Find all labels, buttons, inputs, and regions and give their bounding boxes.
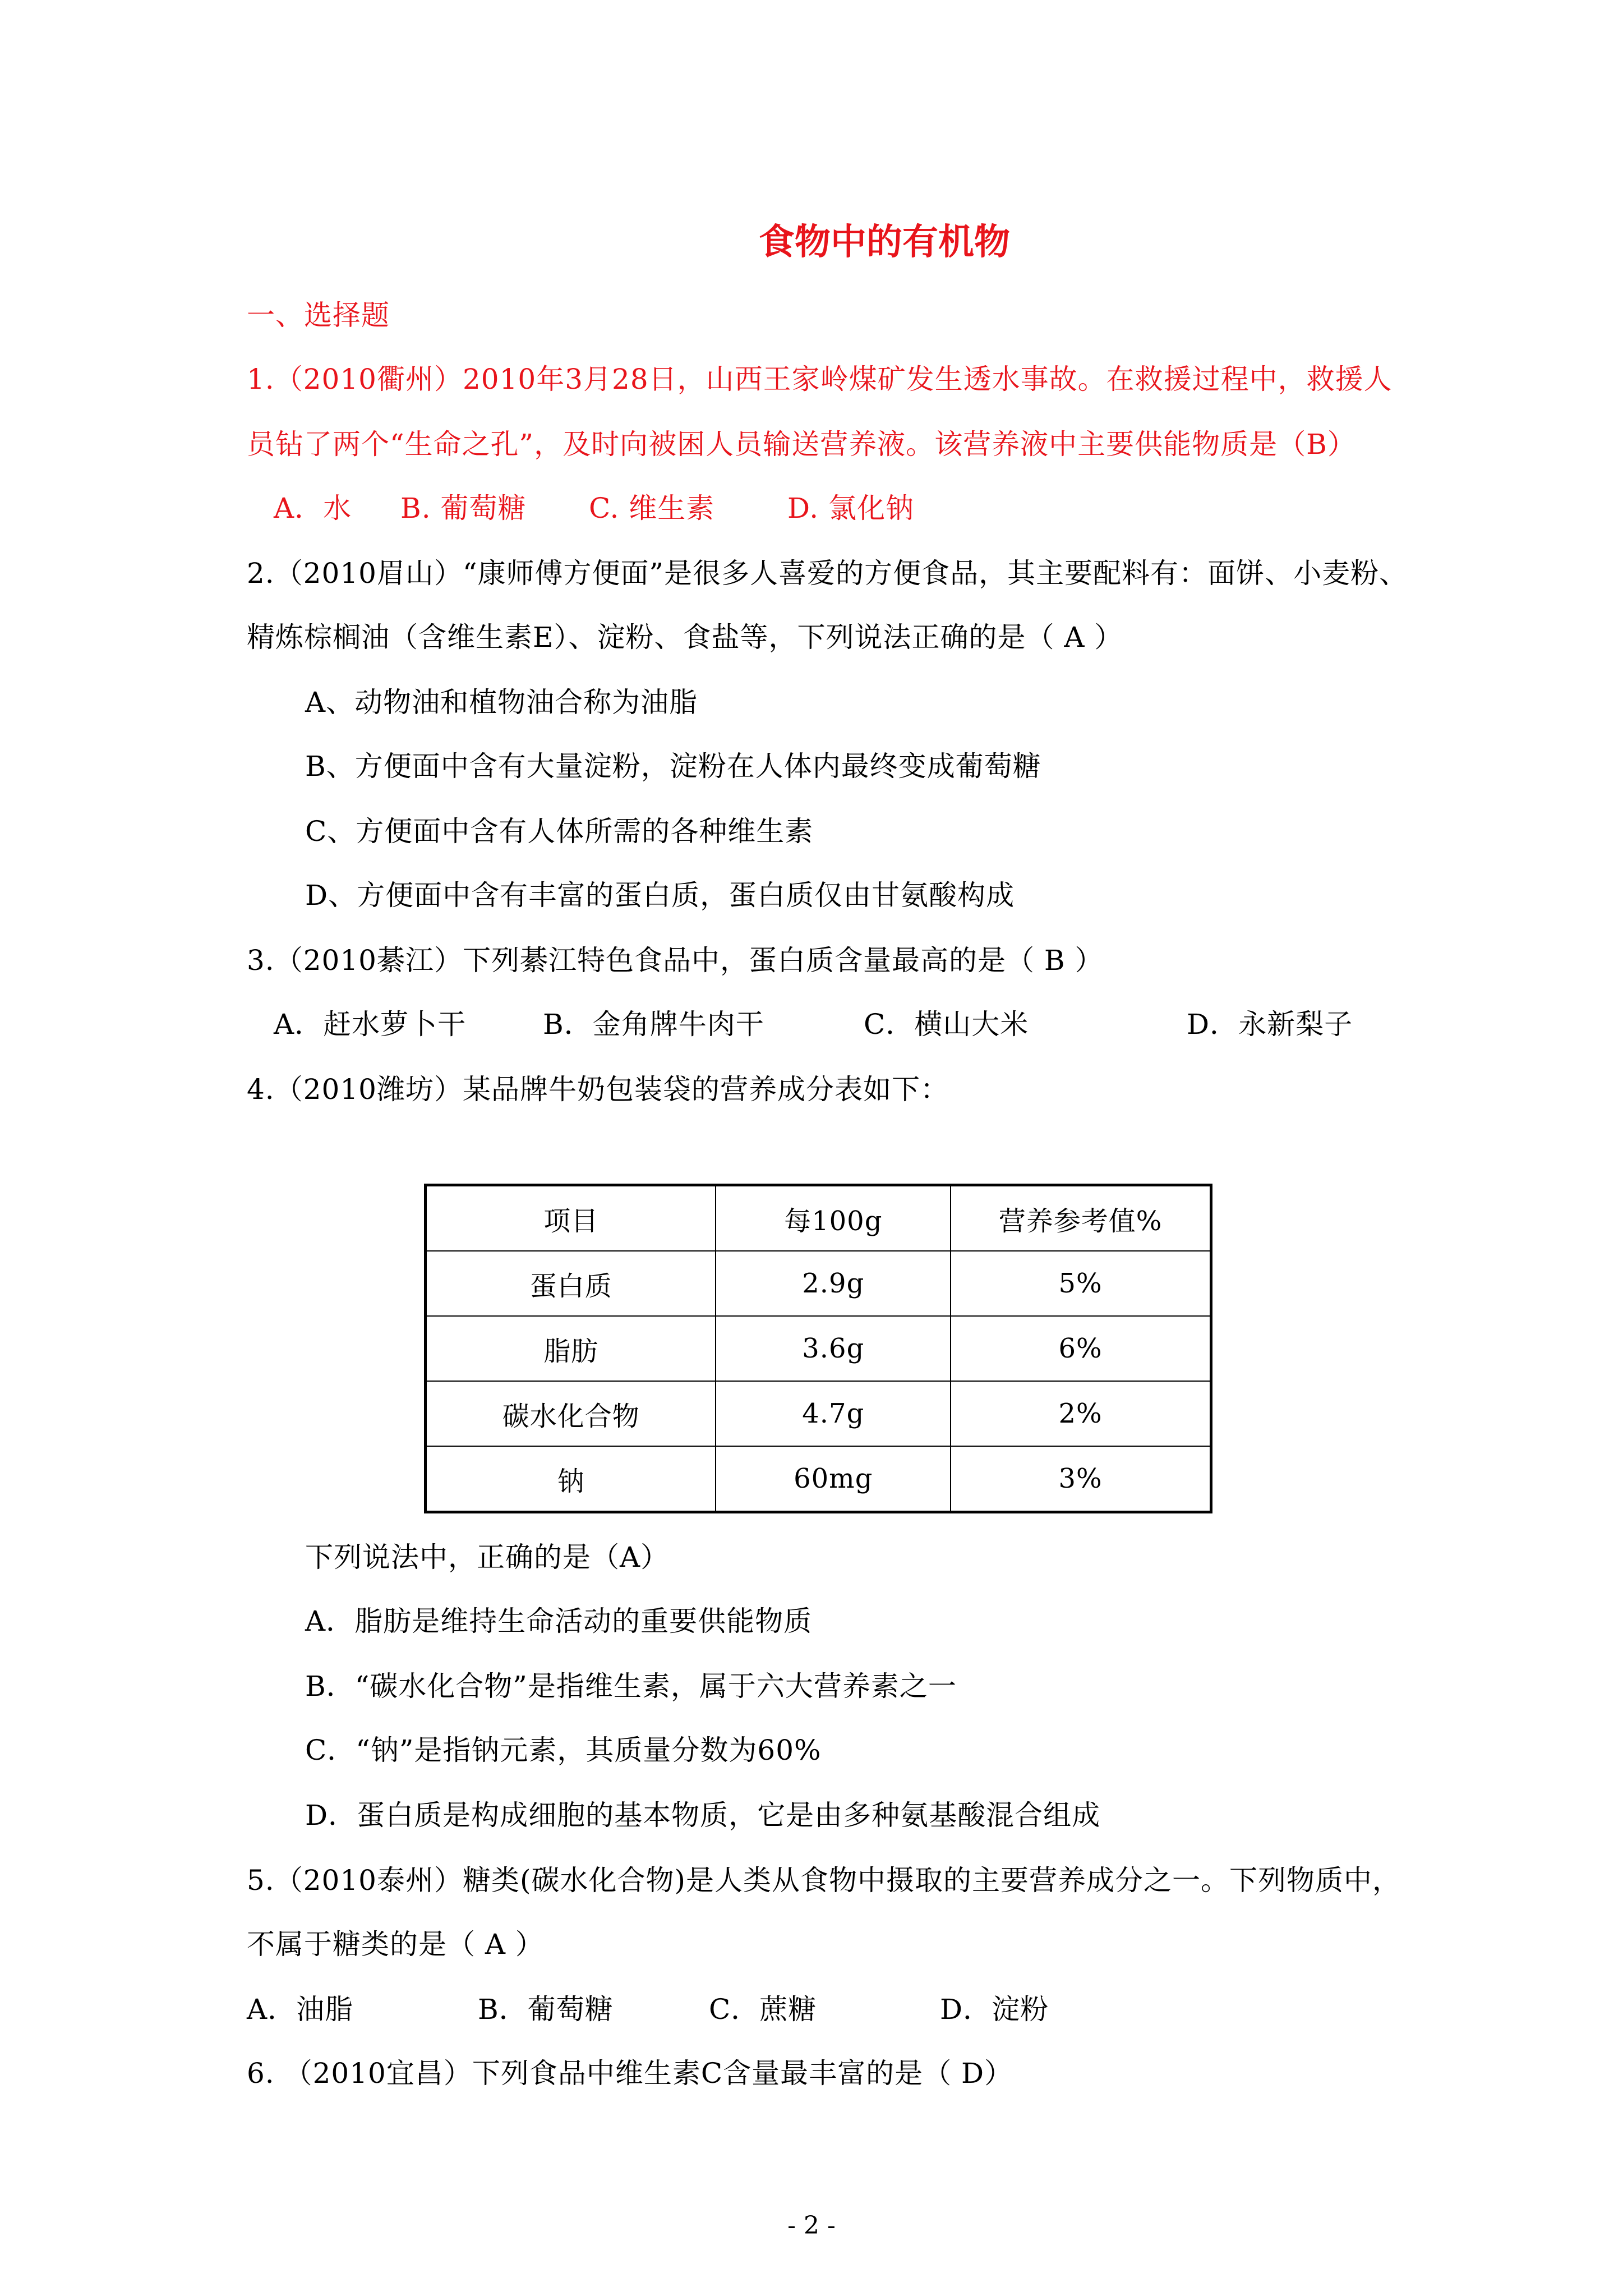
q4-option-d: D．蛋白质是构成细胞的基本物质，它是由多种氨基酸混合组成 [305, 1799, 1101, 1832]
table-cell: 碳水化合物 [426, 1381, 716, 1446]
q2-option-b: B、方便面中含有大量淀粉，淀粉在人体内最终变成葡萄糖 [305, 750, 1041, 783]
table-cell: 2% [951, 1381, 1211, 1446]
q4-option-c: C．“钠”是指钠元素，其质量分数为60% [305, 1734, 822, 1766]
table-row [426, 1251, 1211, 1316]
q2-option-d: D、方便面中含有丰富的蛋白质，蛋白质仅由甘氨酸构成 [305, 879, 1015, 912]
q5-options [247, 1993, 1049, 2026]
q3-options [274, 1007, 1353, 1041]
q1-option-b: B. 葡萄糖 [400, 492, 527, 524]
q2-line1: 2.（2010眉山）“康师傅方便面”是很多人喜爱的方便食品，其主要配料有：面饼、小麦粉、 [247, 557, 1408, 590]
table-cell: 蛋白质 [426, 1251, 716, 1316]
section-heading: 一、选择题 [247, 299, 390, 332]
table-cell: 60mg [716, 1446, 951, 1512]
q2-option-a: A、动物油和植物油合称为油脂 [305, 686, 698, 719]
table-cell: 6% [951, 1316, 1211, 1381]
q3-option-a: A．赶水萝卜干 [274, 1008, 467, 1041]
table-cell: 脂肪 [426, 1316, 716, 1381]
table-header-cell: 项目 [426, 1185, 716, 1251]
q5-option-b: B．葡萄糖 [478, 1993, 614, 2026]
table-header-cell: 每100g [716, 1185, 951, 1251]
q4-option-b: B．“碳水化合物”是指维生素，属于六大营养素之一 [305, 1670, 957, 1703]
table-row [426, 1446, 1211, 1512]
q4-option-a: A．脂肪是维持生命活动的重要供能物质 [305, 1605, 813, 1637]
q5-option-a: A．油脂 [247, 1993, 354, 2026]
q1-option-a: A．水 [274, 492, 352, 524]
document-title: 食物中的有机物 [759, 222, 1010, 263]
page-number: - 2 - [787, 2211, 836, 2240]
table-row [426, 1316, 1211, 1381]
table-cell: 4.7g [716, 1381, 951, 1446]
q4-line1: 4.（2010潍坊）某品牌牛奶包装袋的营养成分表如下： [247, 1073, 949, 1106]
q1-line2: 员钻了两个“生命之孔”，及时向被困人员输送营养液。该营养液中主要供能物质是（B） [247, 428, 1356, 461]
table-header-row [426, 1185, 1211, 1251]
table-cell: 2.9g [716, 1251, 951, 1316]
q2-line2: 精炼棕榈油（含维生素E）、淀粉、食盐等，下列说法正确的是（ A ） [247, 621, 1123, 654]
q1-option-c: C. 维生素 [589, 492, 715, 524]
q3-option-d: D．永新梨子 [1187, 1008, 1353, 1041]
q3-option-b: B．金角牌牛肉干 [543, 1008, 764, 1041]
q2-option-c: C、方便面中含有人体所需的各种维生素 [305, 815, 814, 848]
table-header-cell: 营养参考值% [951, 1185, 1211, 1251]
q1-options [274, 491, 914, 525]
table-cell: 5% [951, 1251, 1211, 1316]
table-cell: 3% [951, 1446, 1211, 1512]
nutrition-table [424, 1184, 1212, 1513]
table-cell: 钠 [426, 1446, 716, 1512]
q4-prompt: 下列说法中，正确的是（A） [305, 1541, 670, 1573]
q1-line1: 1.（2010衢州）2010年3月28日，山西王家岭煤矿发生透水事故。在救援过程中，救援人 [247, 363, 1393, 395]
q1-option-d: D. 氯化钠 [787, 492, 915, 524]
q6-line1: 6. （2010宜昌）下列食品中维生素C含量最丰富的是（ D） [247, 2057, 1013, 2090]
q5-option-c: C．蔗糖 [709, 1993, 817, 2026]
q5-line2: 不属于糖类的是（ A ） [247, 1928, 544, 1961]
q3-option-c: C．横山大米 [864, 1008, 1029, 1041]
table-cell: 3.6g [716, 1316, 951, 1381]
q5-option-d: D．淀粉 [940, 1993, 1049, 2026]
q3-line1: 3.（2010綦江）下列綦江特色食品中，蛋白质含量最高的是（ B ） [247, 944, 1104, 977]
q5-line1: 5.（2010泰州）糖类(碳水化合物)是人类从食物中摄取的主要营养成分之一。下列物质中， [247, 1864, 1401, 1897]
table-row [426, 1381, 1211, 1446]
